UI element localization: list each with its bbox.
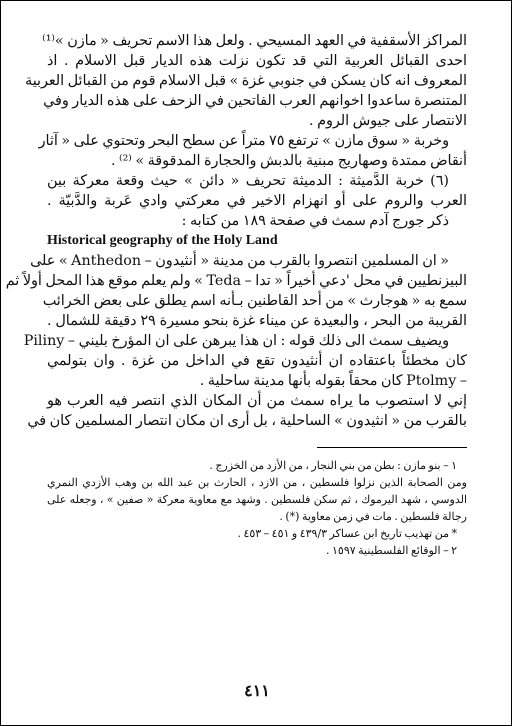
- quote-line: سمع به « هوجارث » من أحد القاطنين بـأنه اسم يطلق على بعض الخرائب: [42, 293, 467, 309]
- body-text-part1: [25, 31, 467, 231]
- text-line: احدى القبائل العربية التي قد تكون نزلت هذه الديار قبل الاسلام . اذ: [47, 53, 467, 69]
- section-heading-line: (٦) خربة الدَّميثة : الدميثة تحريف « دائن » حيث وقعة معركة بين: [47, 173, 449, 189]
- text-line: – Ptolmy كان محقاً بقوله بأنها مدينة ساحلية .: [199, 373, 467, 389]
- footnote-rule: [317, 447, 467, 448]
- document-page: [5, 31, 468, 559]
- text-line: المتنصرة ساعدوا اخوانهم العرب الفاتحين في الزحف على هذه الديار وفي: [43, 93, 467, 109]
- footnote-line: ٢ – الوقائع الفلسطينية ١٥٩٧ .: [326, 544, 457, 557]
- quote-line: « ان المسلمين انتصروا بالقرب من مدينة « أنثيدون – Anthedon » على: [30, 253, 449, 269]
- text-line: بالقرب من « انثيدون » الساحلية ، بل أرى ان مكان انتصار المسلمين كان في: [27, 413, 467, 429]
- text-line: إني لا استصوب ما يراه سمث من أن المكان الذي انتصر فيه العرب هو: [47, 393, 467, 409]
- text-line: المعروف انه كان يسكن في جنوبي غزة » قبل الاسلام قوم من القبائل العربية: [25, 73, 467, 89]
- footnote-line: ١ – بنو مازن : بطن من بني النجار ، من الأزد من الخزرج .: [209, 459, 457, 472]
- text-line: كان مخطئاً باعتقاده ان أنثيدون تقع في الداخل من غزة . وان بتولمي: [47, 353, 467, 369]
- footnotes: [47, 457, 467, 559]
- footnote-line: رجالة فلسطين . مات في زمن معاوية (*) .: [279, 510, 467, 523]
- text-line: المراكز الأسقفية في العهد المسيحي . ولعل هذا الاسم تحريف « مازن »⁽¹⁾: [42, 33, 467, 49]
- text-line: العرب والروم على أو انهزام الاخير في معركتي وادي عَربة والدَّبيّة .: [47, 193, 467, 209]
- text-line: وخربة « سوق مازن » ترتفع ٧٥ متراً عن سطح البحر وتحتوي على « آثار: [38, 133, 449, 149]
- footnote-line: الدوسي ، شهد اليرموك ، ثم سكن فلسطين . وشهد مع معاوية معركة « صفين » ، وجعله على: [47, 493, 468, 506]
- quote-line: البيزنطيين في محل 'دعي أخيراً « تدا – Teda » ولم يعلم موقع هذا المحل أولاً ثم: [5, 273, 467, 289]
- footnote-line: ومن الصحابة الذين نزلوا فلسطين ، من الازد ، الحارث بن عبد الله بن وهب الأزدي النمري: [47, 476, 467, 489]
- body-text-part2: [5, 251, 467, 431]
- text-line: ويضيف سمث الى ذلك قوله : ان هذا يبرهن على ان المؤرخ بليني – Piliny: [23, 333, 449, 349]
- page-number: ٤١١: [244, 681, 270, 700]
- text-line: أنقاض ممتدة وصهاريج مبنية بالدبش والحجارة المدقوقة » ⁽²⁾ .: [110, 153, 467, 169]
- english-book-title: Historical geography of the Holy Land: [47, 233, 278, 248]
- footnote-line: * من تهذيب تاريخ ابن عساكر ٤٣٩/٣ و ٤٥١ – ٤٥٣ .: [237, 527, 457, 540]
- footnote-separator-area: [47, 431, 467, 457]
- text-line: الانتصار على جيوش الروم .: [309, 113, 467, 129]
- quote-line: القريبة من البحر ، والبعيدة عن ميناء غزة بنحو مسيرة ٢٩ دقيقة للشمال .: [47, 313, 467, 329]
- text-line: ذكر جورج آدم سمث في صفحة ١٨٩ من كتابه :: [181, 213, 449, 229]
